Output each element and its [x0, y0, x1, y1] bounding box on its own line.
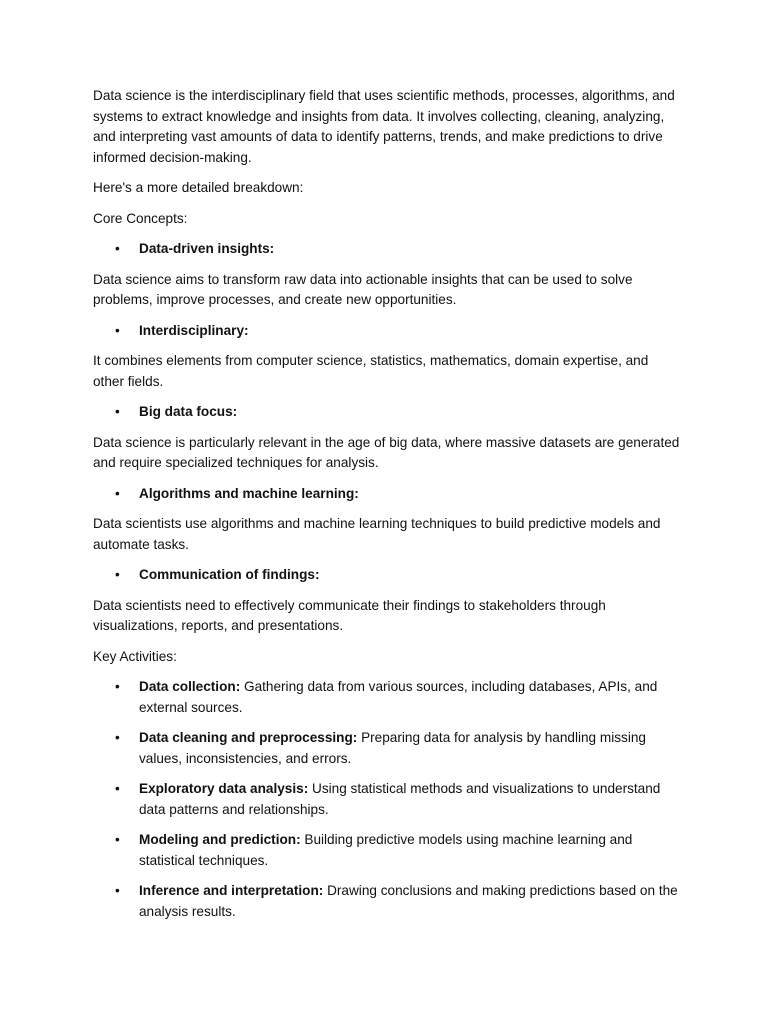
- core-concept-list: [93, 239, 683, 260]
- core-concept-title: Big data focus:: [139, 404, 238, 419]
- core-concept-item: [93, 484, 683, 505]
- core-concept-title: Algorithms and machine learning:: [139, 485, 359, 501]
- key-activity-text: Preparing data for analysis by handling missing values, inconsistencies, and errors.: [139, 730, 646, 766]
- core-concept-text: Data scientists use algorithms and machine learning techniques to build predictive models and automate tasks.: [93, 516, 661, 552]
- core-concept-item: [93, 239, 683, 260]
- core-concept-title: Data-driven insights:: [139, 241, 275, 256]
- key-activity-item: [93, 728, 683, 769]
- key-activity-title: Inference and interpretation:: [139, 883, 324, 898]
- core-concept-list: [93, 484, 683, 505]
- core-concepts-heading: Core Concepts:: [93, 210, 188, 226]
- breakdown-lead: Here's a more detailed breakdown:: [93, 180, 304, 195]
- key-activity-title: Data collection:: [139, 679, 241, 694]
- key-activities-list: [93, 677, 683, 922]
- bullet-icon: •: [115, 730, 120, 745]
- core-concept-item: [93, 402, 683, 423]
- document-page: [93, 86, 683, 932]
- key-activity-title: Modeling and prediction:: [139, 832, 301, 847]
- key-activity-item: [93, 677, 683, 718]
- core-concept-list: [93, 402, 683, 423]
- core-concept-text: Data scientists need to effectively communicate their findings to stakeholders through visualizations, reports, and presentations.: [93, 597, 606, 633]
- intro-paragraph: Data science is the interdisciplinary field that uses scientific methods, processes, algorithms, and systems to extract knowledge and insights from data. It involves collecting, cleaning, analyzing, and interpreting vast amounts of data to identify patterns, trends, and make predictions to drive informed decision-making.: [93, 88, 675, 165]
- core-concept-item: [93, 565, 683, 586]
- key-activity-item: [93, 779, 683, 820]
- key-activity-title: Exploratory data analysis:: [139, 781, 309, 796]
- key-activity-text: Gathering data from various sources, including databases, APIs, and external sources.: [139, 679, 658, 715]
- core-concept-text: Data science is particularly relevant in the age of big data, where massive datasets are generated and require specialized techniques for analysis.: [93, 434, 680, 470]
- bullet-icon: •: [115, 883, 120, 898]
- key-activity-item: [93, 830, 683, 871]
- core-concept-list: [93, 321, 683, 342]
- bullet-icon: •: [115, 679, 120, 694]
- bullet-icon: •: [115, 404, 120, 419]
- core-concept-list: [93, 565, 683, 586]
- bullet-icon: •: [115, 241, 120, 256]
- bullet-icon: •: [115, 832, 120, 847]
- core-concept-title: Interdisciplinary:: [139, 322, 249, 338]
- core-concept-text: Data science aims to transform raw data into actionable insights that can be used to solve problems, improve processes, and create new opportunities.: [93, 271, 633, 307]
- bullet-icon: •: [115, 781, 120, 796]
- bullet-icon: •: [115, 322, 120, 338]
- key-activity-text: Drawing conclusions and making predictions based on the analysis results.: [139, 883, 678, 919]
- bullet-icon: •: [115, 567, 120, 582]
- bullet-icon: •: [115, 485, 120, 501]
- key-activity-text: Using statistical methods and visualizations to understand data patterns and relationships.: [139, 781, 661, 817]
- core-concept-title: Communication of findings:: [139, 567, 320, 582]
- key-activity-title: Data cleaning and preprocessing:: [139, 730, 358, 745]
- key-activities-heading: Key Activities:: [93, 648, 177, 664]
- core-concept-item: [93, 321, 683, 342]
- key-activity-text: Building predictive models using machine learning and statistical techniques.: [139, 832, 633, 868]
- core-concept-text: It combines elements from computer science, statistics, mathematics, domain expertise, and other fields.: [93, 353, 649, 389]
- key-activity-item: [93, 881, 683, 922]
